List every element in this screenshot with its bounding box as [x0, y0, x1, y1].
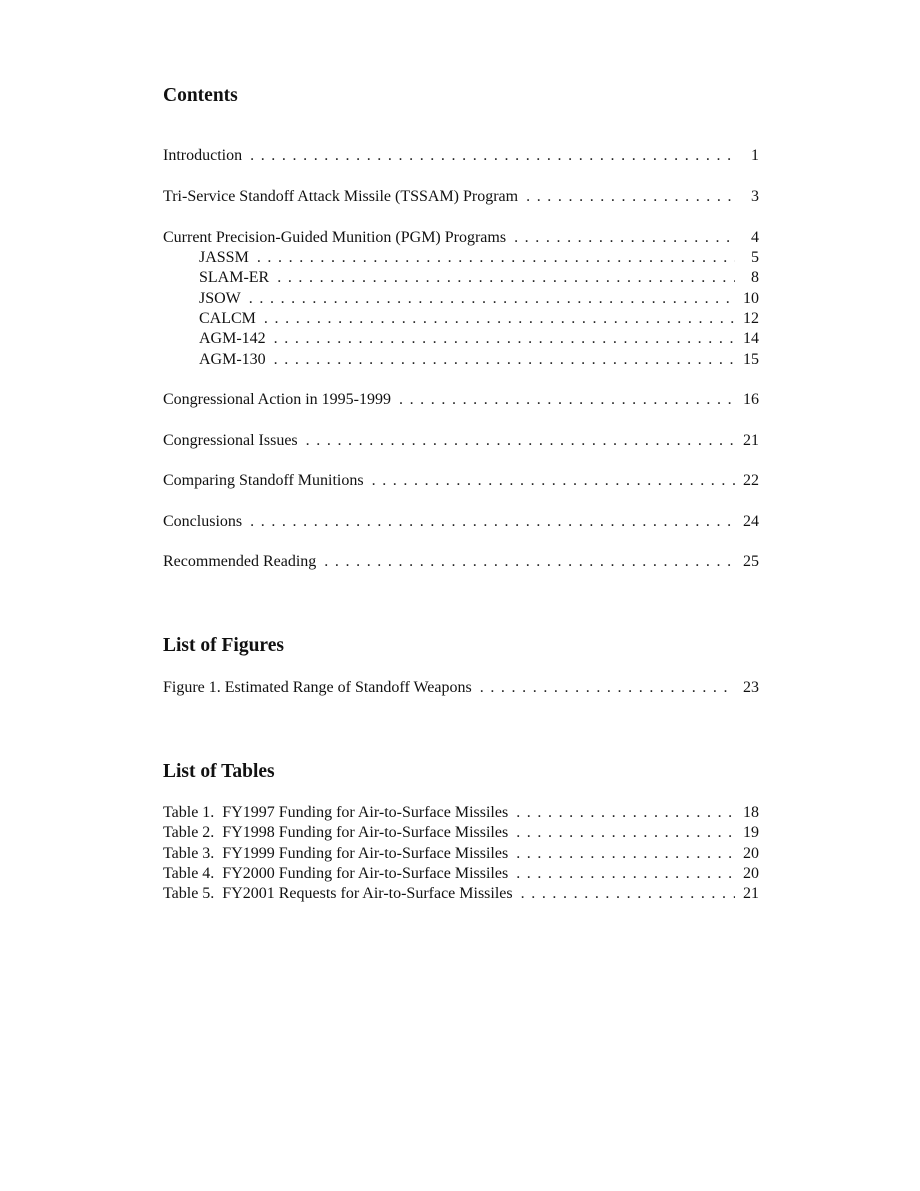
- toc-entry-title: Recommended Reading: [163, 553, 317, 570]
- toc-entry-jsow[interactable]: [199, 289, 759, 309]
- toc-entry-title: Conclusions: [163, 513, 243, 530]
- dot-leader: [516, 803, 735, 823]
- table-entry-page: 21: [743, 885, 759, 902]
- toc-entry-title: CALCM: [199, 310, 256, 327]
- table-entry-title: Table 2. FY1998 Funding for Air-to-Surface Missiles: [163, 824, 509, 841]
- dot-leader: [516, 823, 735, 843]
- toc-entry-calcm[interactable]: [199, 309, 759, 329]
- table-entry-title: Table 1. FY1997 Funding for Air-to-Surface Missiles: [163, 804, 509, 821]
- toc-entry-comparing-munitions[interactable]: [163, 471, 759, 491]
- toc-entry-title: Congressional Issues: [163, 432, 298, 449]
- toc-entry-tssam[interactable]: [163, 187, 759, 207]
- toc-entry-title: Comparing Standoff Munitions: [163, 472, 364, 489]
- toc-entry-pgm-programs[interactable]: [163, 228, 759, 248]
- table-entry-page: 20: [743, 845, 759, 862]
- figure-entry-1[interactable]: [163, 678, 759, 698]
- toc-entry-page: 21: [743, 432, 759, 449]
- table-entry-title: Table 5. FY2001 Requests for Air-to-Surface Missiles: [163, 885, 513, 902]
- figure-entry-page: 23: [743, 679, 759, 696]
- toc-entry-agm-130[interactable]: [199, 350, 759, 370]
- table-entry-title: Table 4. FY2000 Funding for Air-to-Surface Missiles: [163, 865, 509, 882]
- toc-entry-jassm[interactable]: [199, 248, 759, 268]
- toc-entry-agm-142[interactable]: [199, 329, 759, 349]
- toc-entry-page: 4: [751, 229, 759, 246]
- dot-leader: [274, 350, 735, 370]
- toc-entry-page: 25: [743, 553, 759, 570]
- dot-leader: [372, 471, 735, 491]
- toc-entry-page: 8: [751, 269, 759, 286]
- toc-entry-recommended-reading[interactable]: [163, 552, 759, 572]
- dot-leader: [521, 884, 735, 904]
- dot-leader: [516, 864, 735, 884]
- toc-entry-title: Tri-Service Standoff Attack Missile (TSSAM) Program: [163, 188, 519, 205]
- table-entry-4[interactable]: [163, 864, 759, 884]
- dot-leader: [264, 309, 735, 329]
- dot-leader: [480, 678, 735, 698]
- contents-heading: Contents: [163, 85, 238, 106]
- list-of-tables-heading: List of Tables: [163, 761, 275, 782]
- toc-entry-page: 22: [743, 472, 759, 489]
- table-entry-3[interactable]: [163, 844, 759, 864]
- dot-leader: [514, 228, 735, 248]
- toc-entry-page: 16: [743, 391, 759, 408]
- table-entry-title: Table 3. FY1999 Funding for Air-to-Surface Missiles: [163, 845, 509, 862]
- dot-leader: [257, 248, 735, 268]
- toc-entry-title: Current Precision-Guided Munition (PGM) Programs: [163, 229, 507, 246]
- toc-entry-slam-er[interactable]: [199, 268, 759, 288]
- dot-leader: [324, 552, 735, 572]
- toc-entry-congressional-action[interactable]: [163, 390, 759, 410]
- toc-entry-page: 3: [751, 188, 759, 205]
- toc-entry-introduction[interactable]: [163, 146, 759, 166]
- dot-leader: [249, 289, 735, 309]
- toc-entry-title: Congressional Action in 1995-1999: [163, 391, 391, 408]
- table-entry-page: 20: [743, 865, 759, 882]
- list-of-figures-heading: List of Figures: [163, 635, 284, 656]
- toc-entry-title: JSOW: [199, 290, 241, 307]
- toc-entry-page: 15: [743, 351, 759, 368]
- dot-leader: [277, 268, 735, 288]
- toc-entry-conclusions[interactable]: [163, 512, 759, 532]
- toc-entry-title: AGM-142: [199, 330, 266, 347]
- dot-leader: [274, 329, 735, 349]
- table-entry-1[interactable]: [163, 803, 759, 823]
- figure-entry-title: Figure 1. Estimated Range of Standoff Weapons: [163, 679, 472, 696]
- toc-entry-page: 1: [751, 147, 759, 164]
- table-entry-page: 18: [743, 804, 759, 821]
- table-entry-5[interactable]: [163, 884, 759, 904]
- toc-entry-title: AGM-130: [199, 351, 266, 368]
- dot-leader: [526, 187, 735, 207]
- toc-entry-page: 10: [743, 290, 759, 307]
- toc-entry-page: 14: [743, 330, 759, 347]
- toc-entry-title: Introduction: [163, 147, 243, 164]
- dot-leader: [250, 146, 735, 166]
- dot-leader: [306, 431, 735, 451]
- dot-leader: [516, 844, 735, 864]
- toc-entry-page: 5: [751, 249, 759, 266]
- toc-entry-title: JASSM: [199, 249, 249, 266]
- toc-entry-congressional-issues[interactable]: [163, 431, 759, 451]
- toc-entry-page: 24: [743, 513, 759, 530]
- table-entry-page: 19: [743, 824, 759, 841]
- toc-entry-page: 12: [743, 310, 759, 327]
- dot-leader: [250, 512, 735, 532]
- table-entry-2[interactable]: [163, 823, 759, 843]
- toc-entry-title: SLAM-ER: [199, 269, 270, 286]
- dot-leader: [399, 390, 735, 410]
